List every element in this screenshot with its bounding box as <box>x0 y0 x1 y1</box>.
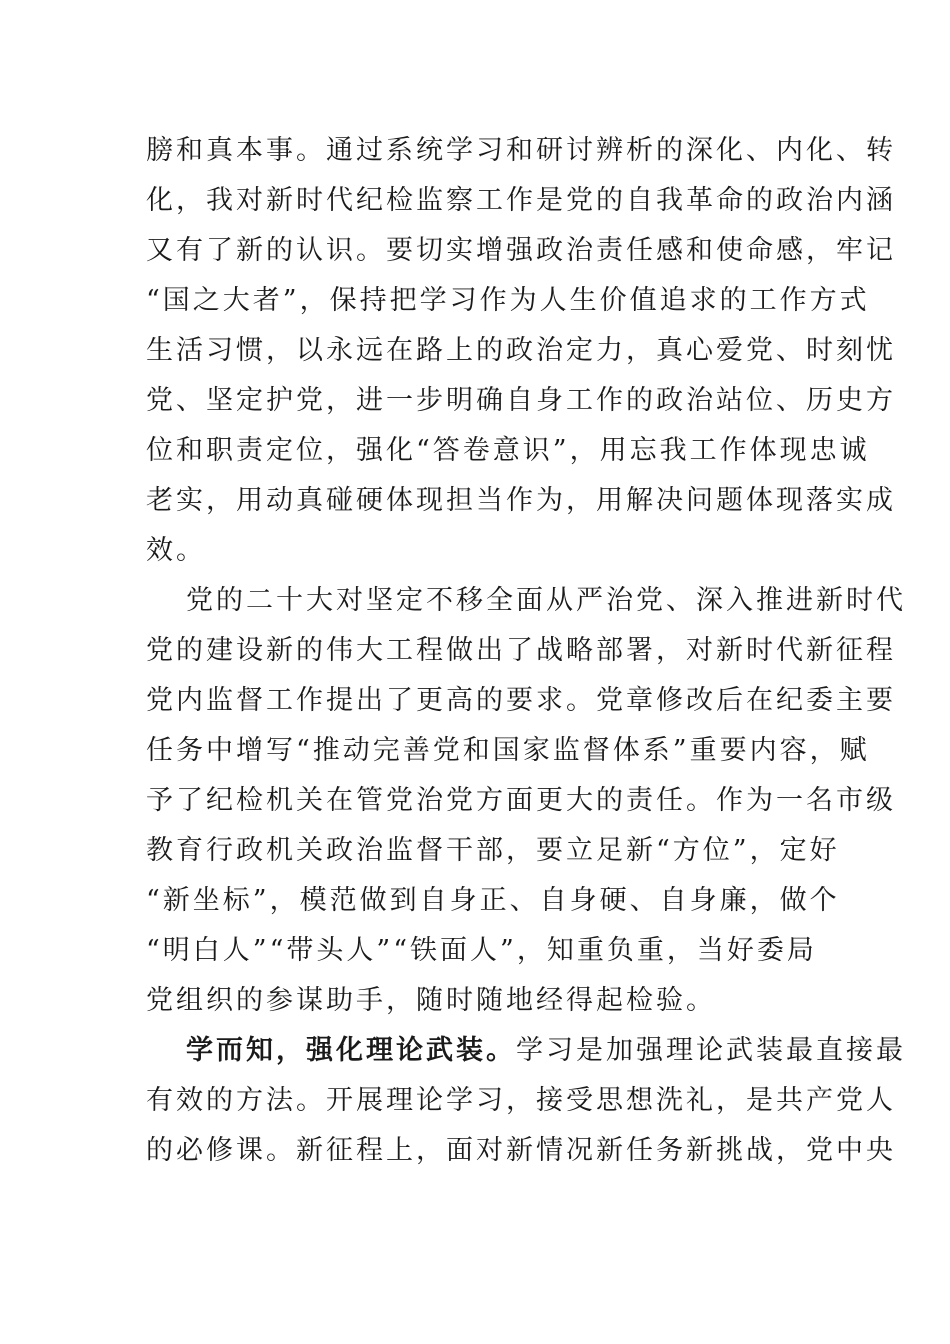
text-line: 效。 <box>146 535 206 566</box>
text-line: 老实，用动真碰硬体现担当作为，用解决问题体现落实成 <box>146 485 896 516</box>
text-line: 党组织的参谋助手，随时随地经得起检验。 <box>146 985 716 1016</box>
text-line <box>146 1026 906 1076</box>
text-line: 党、坚定护党，进一步明确自身工作的政治站位、历史方 <box>146 385 896 416</box>
text-line: 位和职责定位，强化“答卷意识”，用忘我工作体现忠诚 <box>146 435 870 466</box>
text-line: 膀和真本事。通过系统学习和研讨辨析的深化、内化、转 <box>146 135 896 166</box>
text-line: 任务中增写“推动完善党和国家监督体系”重要内容，赋 <box>146 735 870 766</box>
paragraph-3 <box>146 1026 906 1176</box>
document-body <box>146 126 906 1176</box>
text-line: 化，我对新时代纪检监察工作是党的自我革命的政治内涵 <box>146 185 896 216</box>
text-line: 的必修课。新征程上，面对新情况新任务新挑战，党中央 <box>146 1135 896 1166</box>
text-line: 教育行政机关政治监督干部，要立足新“方位”，定好 <box>146 835 840 866</box>
paragraph-2 <box>146 576 906 1026</box>
text-line: “明白人”“带头人”“铁面人”，知重负重，当好委局 <box>146 935 817 966</box>
text-line: “新坐标”，模范做到自身正、自身硬、自身廉，做个 <box>146 885 840 916</box>
text-line: 生活习惯，以永远在路上的政治定力，真心爱党、时刻忧 <box>146 335 896 366</box>
text-line: 党内监督工作提出了更高的要求。党章修改后在纪委主要 <box>146 685 896 716</box>
text-line: 又有了新的认识。要切实增强政治责任感和使命感，牢记 <box>146 235 896 266</box>
paragraph-1 <box>146 126 896 576</box>
text-line: “国之大者”，保持把学习作为人生价值追求的工作方式 <box>146 285 870 316</box>
text-line: 党的建设新的伟大工程做出了战略部署，对新时代新征程 <box>146 635 896 666</box>
text-line: 有效的方法。开展理论学习，接受思想洗礼，是共产党人 <box>146 1085 896 1116</box>
text-line: 党的二十大对坚定不移全面从严治党、深入推进新时代 <box>186 585 906 616</box>
heading-line-text: 学习是加强理论武装最直接最 <box>516 1035 906 1066</box>
text-line: 予了纪检机关在管党治党方面更大的责任。作为一名市级 <box>146 785 896 816</box>
section-heading: 学而知，强化理论武装。 <box>186 1035 516 1066</box>
